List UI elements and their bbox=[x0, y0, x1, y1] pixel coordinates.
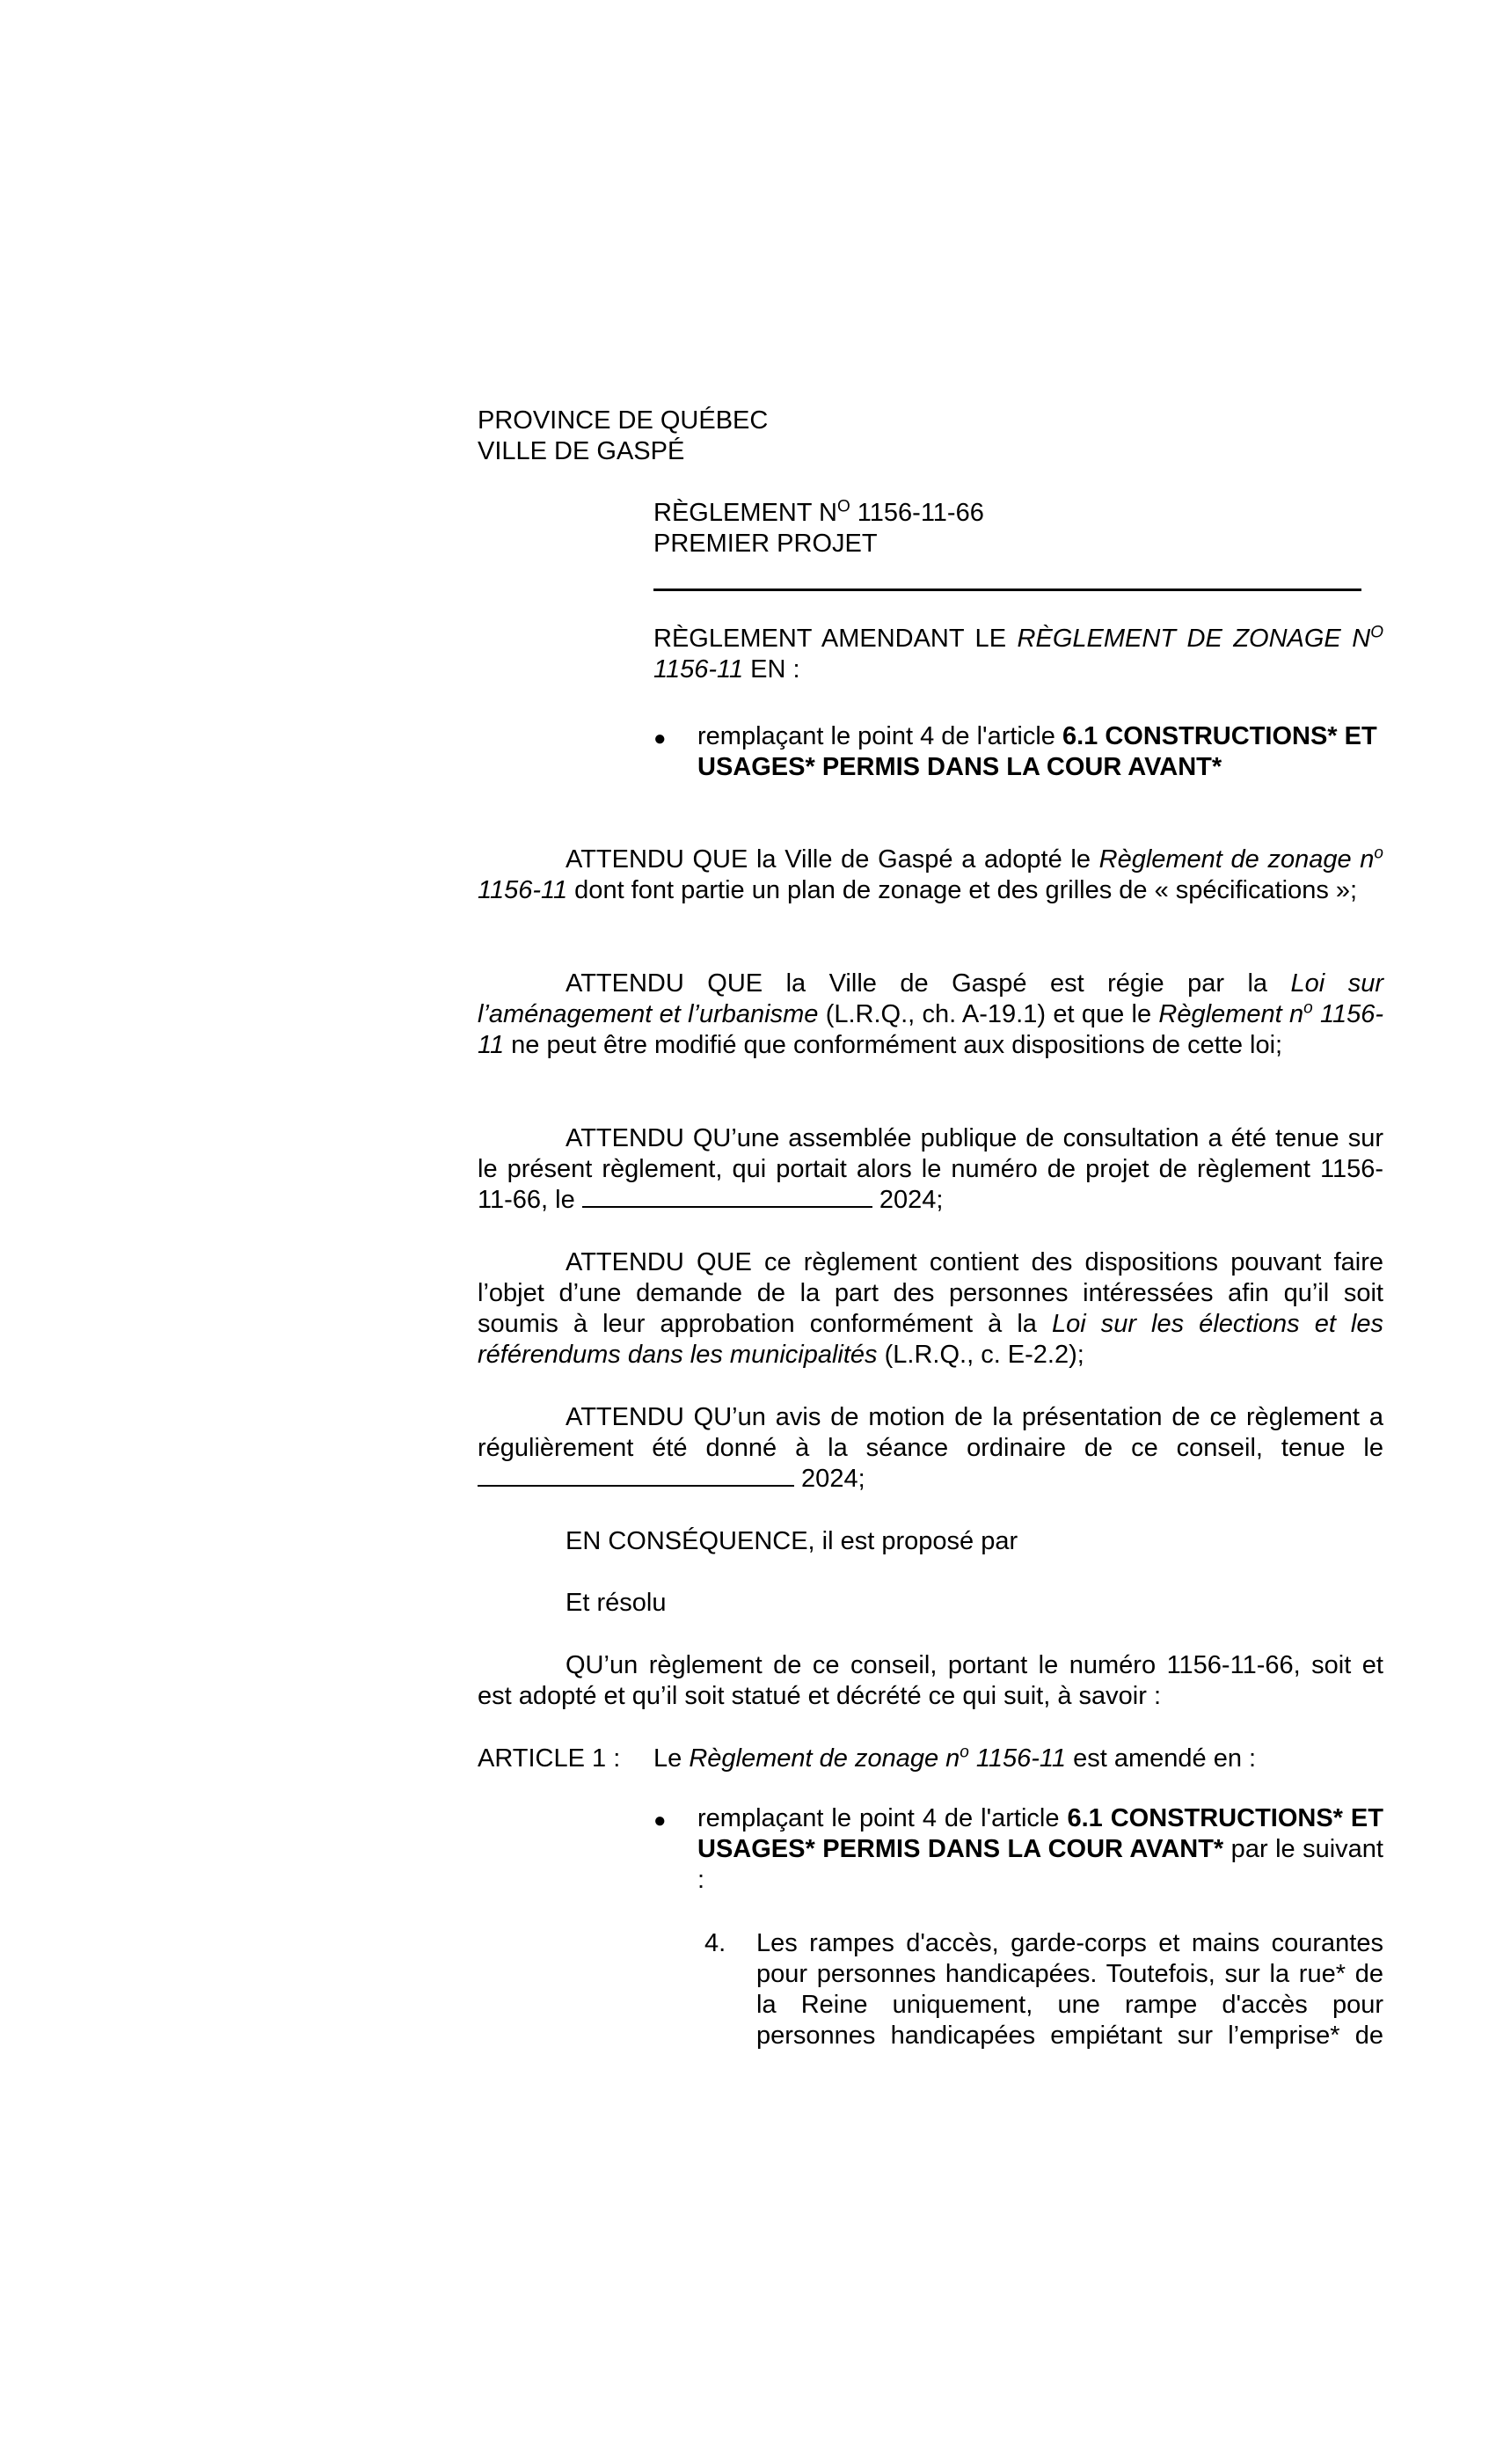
title-rule bbox=[653, 589, 1361, 591]
adoption-paragraph: QU’un règlement de ce conseil, portant le numéro 1156-11-66, soit et est adopté et qu’il soit statué et décrété ce qui suit, à savoir : bbox=[478, 1651, 1383, 1710]
considerant-5: ATTENDU QU’un avis de motion de la présentation de ce règlement a régulièrement été donné à la séance ordinaire de ce conseil, tenue le 2024; bbox=[478, 1403, 1383, 1493]
resolu-line: Et résolu bbox=[566, 1589, 667, 1617]
considerant-1: ATTENDU QUE la Ville de Gaspé a adopté le Règlement de zonage $n^o$ 1156-11 dont font partie un plan de zonage et des grilles de « spécifications »; bbox=[478, 844, 1383, 904]
propose-line: EN CONSÉQUENCE, il est proposé par bbox=[566, 1527, 1018, 1555]
reglement-stage: PREMIER PROJET bbox=[653, 530, 878, 558]
date-blank bbox=[478, 1466, 794, 1487]
ville-line: VILLE DE GASPÉ bbox=[478, 437, 685, 465]
item-number: 4. bbox=[704, 1929, 726, 1957]
article-1-bullet-item: remplaçant le point 4 de l'article 6.1 CONSTRUCTIONS* ET USAGES* PERMIS DANS LA COUR AVANT* par le suivant : bbox=[697, 1804, 1383, 1894]
item-4-text: Les rampes d'accès, garde-corps et mains courantes pour personnes handicapées. Toutefois, sur la rue* de la Reine uniquement, une rampe d'accès pour personnes handicapées empiétant sur l’emprise* de bbox=[756, 1929, 1383, 2050]
date-blank bbox=[582, 1187, 872, 1208]
reglement-number: RÈGLEMENT $N^O$ 1156-11-66 bbox=[653, 497, 984, 527]
title-bullet-item: remplaçant le point 4 de l'article 6.1 CONSTRUCTIONS* ET USAGES* PERMIS DANS LA COUR AVANT* bbox=[697, 722, 1377, 781]
article-1-text: Le Règlement de zonage $n^o$ 1156-11 est amendé en : bbox=[653, 1743, 1257, 1773]
province-line: PROVINCE DE QUÉBEC bbox=[478, 406, 769, 435]
considerant-4: ATTENDU QUE ce règlement contient des dispositions pouvant faire l’objet d’une demande de la part des personnes intéressées afin qu’il soit soumis à leur approbation conformément à la Loi sur les élections et les référendums dans les municipalités (L.R.Q., c. E-2.2); bbox=[478, 1248, 1384, 1369]
article-1-label: ARTICLE 1 : bbox=[478, 1744, 621, 1773]
considerant-3: ATTENDU QU’une assemblée publique de consultation a été tenue sur le présent règlement, qui portait alors le numéro de projet de règlement 1156-11-66, le 2024; bbox=[478, 1124, 1383, 1214]
document-title: RÈGLEMENT AMENDANT LE RÈGLEMENT DE ZONAGE $N^O$ 1156-11 EN : bbox=[653, 623, 1384, 684]
considerant-2: ATTENDU QUE la Ville de Gaspé est régie par la Loi sur l’aménagement et l’urbanisme (L.R.Q., ch. A-19.1) et que le Règlement $n^o$ 1156-11 ne peut être modifié que conformément aux dispositions de cette loi; bbox=[478, 969, 1384, 1059]
bullet-icon: ● bbox=[653, 727, 667, 750]
bullet-icon: ● bbox=[653, 1809, 667, 1832]
